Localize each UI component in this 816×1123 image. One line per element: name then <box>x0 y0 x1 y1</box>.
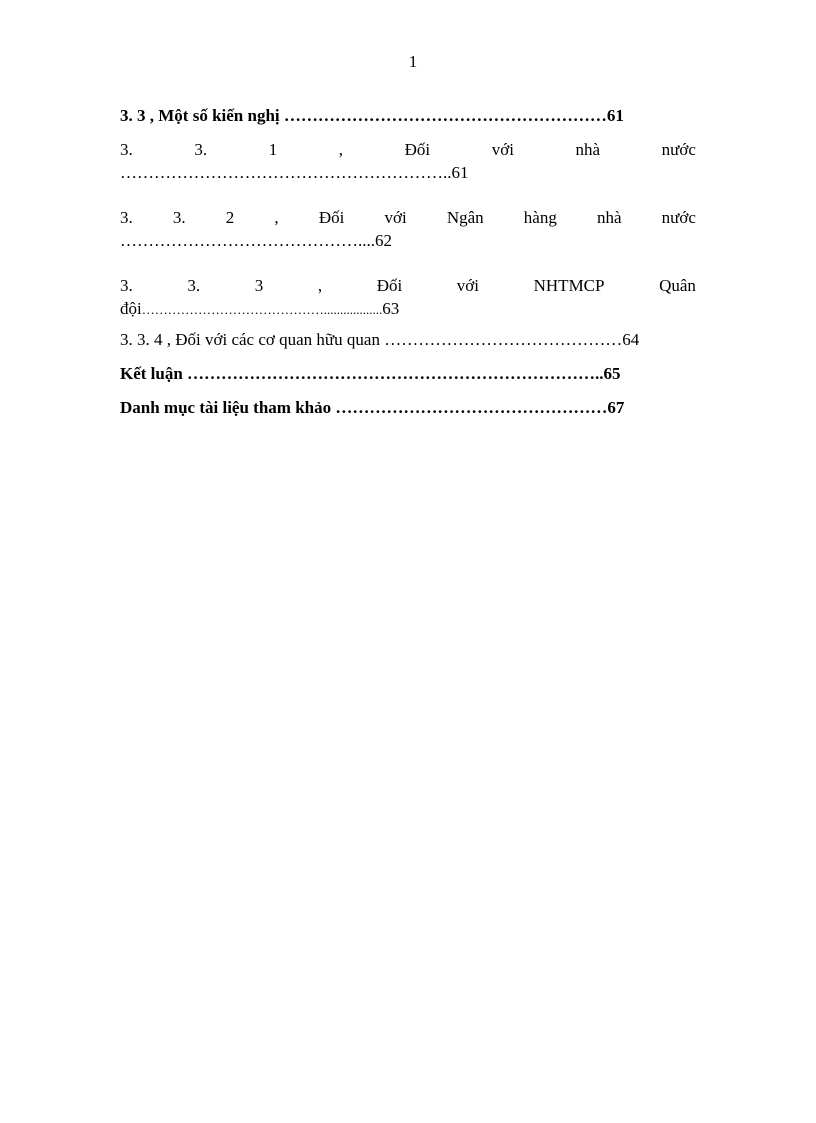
toc-word: , <box>317 276 323 295</box>
toc-word: 1 <box>268 140 278 159</box>
toc-word: 3. <box>120 208 133 227</box>
toc-entry-3-3-3-leader[interactable] <box>120 297 696 321</box>
toc-word: 3. <box>120 140 133 159</box>
toc-word: Ngân <box>446 208 484 227</box>
toc-entry-references[interactable]: Danh mục tài liệu tham khảo …………………………………………67 <box>120 398 625 417</box>
toc-word: 2 <box>225 208 235 227</box>
table-of-contents <box>120 104 696 419</box>
toc-word: 3. <box>187 276 201 295</box>
toc-word: hàng <box>523 208 557 227</box>
toc-word: , <box>274 208 279 227</box>
toc-continuation-label: đội <box>120 299 142 318</box>
toc-entry-3-3[interactable]: 3. 3 , Một số kiến nghị …………………………………………………61 <box>120 106 624 125</box>
toc-word: , <box>338 140 344 159</box>
toc-word: nhà <box>575 140 601 159</box>
toc-word: nước <box>661 208 696 227</box>
toc-word: NHTMCP <box>533 276 605 295</box>
toc-entry-3-3-3-heading[interactable] <box>120 274 696 297</box>
toc-word: Đối <box>376 276 403 295</box>
toc-leader-dots: …………………………………….................. <box>141 302 383 317</box>
toc-word: 3. <box>194 140 208 159</box>
toc-entry-3-3-2-heading[interactable] <box>120 206 696 229</box>
toc-word: Đối <box>318 208 345 227</box>
toc-word: với <box>491 140 514 159</box>
toc-entry-3-3-2-leader[interactable]: ……………………………………....62 <box>120 231 392 250</box>
toc-entry-conclusion[interactable]: Kết luận ………………………………………………………………..65 <box>120 364 621 383</box>
toc-entry-3-3-4[interactable]: 3. 3. 4 , Đối với các cơ quan hữu quan ……………………………………64 <box>120 330 640 349</box>
page-number: 1 <box>408 52 418 71</box>
toc-entry-3-3-1-heading[interactable] <box>120 138 696 161</box>
toc-word: Quân <box>659 276 696 295</box>
toc-page-number: 63 <box>382 299 400 318</box>
toc-word: Đối <box>404 140 431 159</box>
toc-word: với <box>456 276 480 295</box>
toc-word: 3 <box>254 276 264 295</box>
toc-word: với <box>384 208 407 227</box>
toc-word: 3. <box>172 208 186 227</box>
toc-word: nhà <box>596 208 622 227</box>
toc-word: 3. <box>120 276 133 295</box>
toc-entry-3-3-1-leader[interactable]: …………………………………………………..61 <box>120 163 469 182</box>
toc-word: nước <box>661 140 696 159</box>
